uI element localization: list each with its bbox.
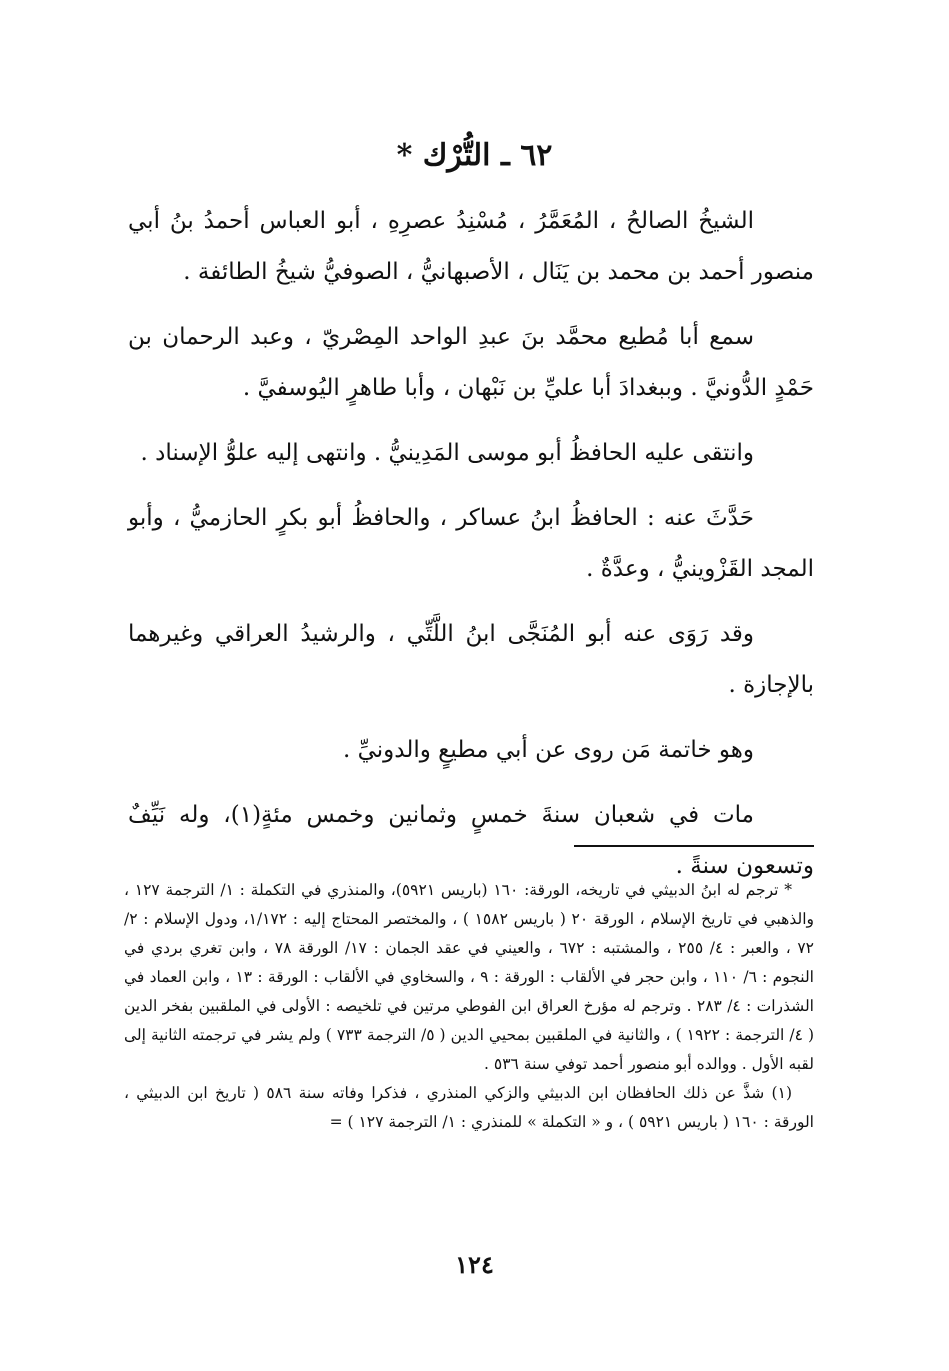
- paragraph-narrators: وقد رَوَى عنه أبو المُنَجَّى ابنُ اللَّتِّي ، والرشيدُ العراقي وغيرهما بالإجازة .: [128, 621, 814, 698]
- footnote-sources: * ترجم له ابنُ الدبيثي في تاريخه، الورقة: ١٦٠ (باريس ٥٩٢١)، والمنذري في التكملة : ١/ الترجمة ١٢٧ ، والذهبي في تاريخ الإسلام ، الورقة ٢٠ ( باريس ١٥٨٢ ) ، والمختصر المحتاج إليه : ١/١٧٢، ودول الإسلام : ٢/ ٧٢ ، والعبر : ٤/ ٢٥٥ ، والمشتبه : ٦٧٢ ، والعيني في عقد الجمان : ١٧/ الورقة ٧٨ ، وابن تغري بردي في النجوم : ٦/ ١١٠ ، وابن حجر في الألقاب : الورقة : ٩ ، والسخاوي في الألقاب : الورقة : ١٣ ، وابن العماد في الشذرات : ٤/ ٢٨٣ . وترجم له مؤرخ العراق ابن الفوطي مرتين في تلخيصه : الأولى في الملقبين بفخر الدين ( ٤/ الترجمة : ١٩٢٢ ) ، والثانية في الملقبين بمحيي الدين ( ٥/ الترجمة ٧٣٣ ) ولم يشر في ترجمته الثانية إلى لقبه الأول . ووالده أبو منصور أحمد توفي سنة ٥٣٦ .: [124, 881, 814, 1073]
- footnote-divider: [574, 845, 814, 847]
- page-number: ١٢٤: [455, 1250, 494, 1279]
- paragraph-intro: الشيخُ الصالحُ ، المُعَمَّرُ ، مُسْنِدُ عصرِهِ ، أبو العباس أحمدُ بنُ أبي منصور أحمد بن محمد بن يَنَال ، الأصبهانيُّ ، الصوفيُّ شيخُ الطائفة .: [128, 208, 814, 285]
- paragraph-death: مات في شعبان سنةَ خمسٍ وثمانين وخمس مئةٍ(١)، وله نَيِّفٌ وتسعون سنةً .: [128, 802, 814, 879]
- paragraph-last-narrator: وهو خاتمة مَن روى عن أبي مطيعٍ والدونيِّ .: [342, 737, 754, 763]
- biography-text: [128, 196, 814, 906]
- paragraph-teachers: سمع أبا مُطيع محمَّد بنَ عبدِ الواحد المِصْريّ ، وعبد الرحمان بن حَمْدٍ الدُّونيَّ . وببغدادَ أبا عليِّ بن نَبْهان ، وأبا طاهرٍ اليُوسفيَّ .: [128, 324, 814, 401]
- paragraph-students: حَدَّثَ عنه : الحافظُ ابنُ عساكر ، والحافظُ أبو بكرٍ الحازميُّ ، وأبو المجد القَزْوينيُّ ، وعدَّةٌ .: [128, 505, 814, 582]
- paragraph-selection: وانتقى عليه الحافظُ أبو موسى المَدِينيُّ . وانتهى إليه علوُّ الإسناد .: [140, 440, 754, 466]
- entry-heading: ٦٢ ـ التُّرْك *: [396, 138, 553, 173]
- footnotes: [124, 876, 814, 1137]
- footnote-1: (١) شذَّ عن ذلك الحافظان ابن الدبيثي والزكي المنذري ، فذكرا وفاته سنة ٥٨٦ ( تاريخ ابن الدبيثي ، الورقة : ١٦٠ ( باريس ٥٩٢١ ) ، و « التكملة » للمنذري : ١/ الترجمة ١٢٧ ) =: [124, 1084, 814, 1131]
